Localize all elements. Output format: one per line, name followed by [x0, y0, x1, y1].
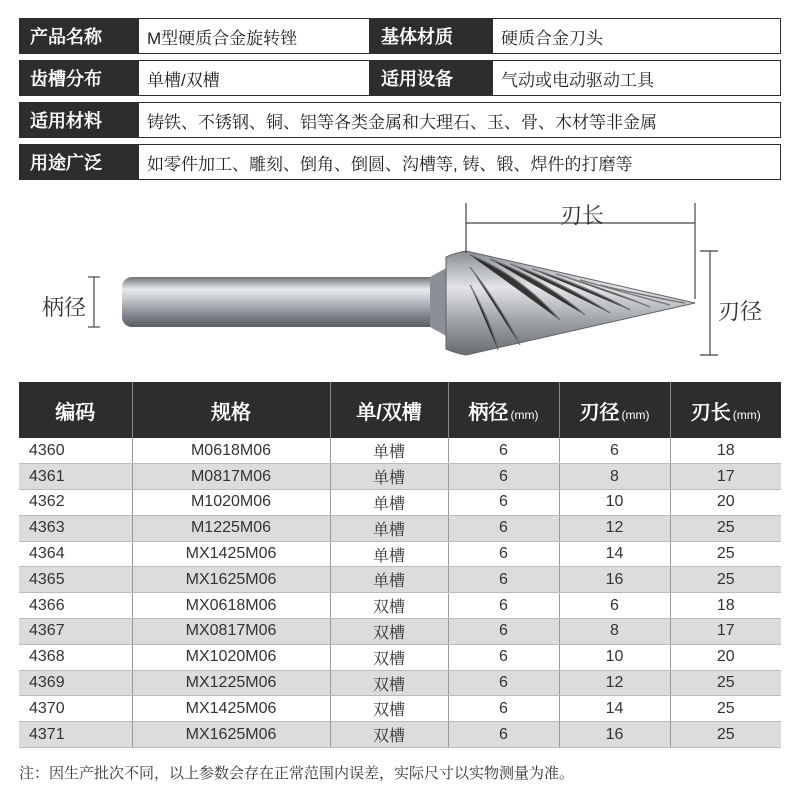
cell-flute: 单槽	[330, 438, 448, 464]
cell-flute: 双槽	[330, 670, 448, 696]
cell-blade-diameter: 16	[559, 567, 670, 593]
cell-spec: M1225M06	[132, 515, 330, 541]
cell-blade-length: 18	[670, 438, 781, 464]
cell-blade-length: 25	[670, 722, 781, 748]
cell-spec: MX1225M06	[132, 670, 330, 696]
cell-code: 4365	[19, 567, 132, 593]
spec-header-row	[19, 382, 781, 438]
table-row	[19, 490, 781, 516]
cell-blade-diameter: 6	[559, 438, 670, 464]
info-row	[19, 60, 781, 96]
blade-length-label: 刃长	[560, 203, 605, 228]
info-label: 适用材料	[19, 102, 138, 138]
header-shank: 柄径 (mm)	[448, 382, 559, 438]
table-row	[19, 541, 781, 567]
cell-blade-diameter: 8	[559, 619, 670, 645]
cell-flute: 单槽	[330, 567, 448, 593]
cell-code: 4366	[19, 593, 132, 619]
cell-shank: 6	[448, 619, 559, 645]
info-value: M型硬质合金旋转锉	[138, 18, 370, 54]
cell-flute: 单槽	[330, 490, 448, 516]
cell-blade-length: 25	[670, 567, 781, 593]
cell-flute: 双槽	[330, 593, 448, 619]
cell-flute: 单槽	[330, 541, 448, 567]
cell-code: 4363	[19, 515, 132, 541]
cell-code: 4369	[19, 670, 132, 696]
product-info-table	[19, 18, 781, 186]
cell-code: 4368	[19, 644, 132, 670]
table-row	[19, 438, 781, 464]
cell-code: 4362	[19, 490, 132, 516]
cell-blade-diameter: 14	[559, 696, 670, 722]
cell-blade-diameter: 6	[559, 593, 670, 619]
cell-shank: 6	[448, 644, 559, 670]
table-row	[19, 722, 781, 748]
cell-code: 4364	[19, 541, 132, 567]
cell-flute: 单槽	[330, 464, 448, 490]
burr-dimension-diagram	[0, 195, 800, 375]
cell-spec: MX1625M06	[132, 722, 330, 748]
cell-code: 4370	[19, 696, 132, 722]
table-row	[19, 619, 781, 645]
table-row	[19, 670, 781, 696]
cell-shank: 6	[448, 593, 559, 619]
info-value: 铸铁、不锈钢、铜、铝等各类金属和大理石、玉、骨、木材等非金属	[138, 102, 781, 138]
table-row	[19, 593, 781, 619]
rotary-burr-illustration	[0, 195, 800, 375]
cell-spec: M1020M06	[132, 490, 330, 516]
blade-diameter-label: 刃径	[718, 299, 763, 324]
cell-code: 4371	[19, 722, 132, 748]
cell-spec: MX0817M06	[132, 619, 330, 645]
cell-blade-length: 20	[670, 644, 781, 670]
cell-blade-diameter: 10	[559, 490, 670, 516]
info-value: 如零件加工、雕刻、倒角、倒圆、沟槽等, 铸、锻、焊件的打磨等	[138, 144, 781, 180]
cell-spec: MX1425M06	[132, 696, 330, 722]
cell-shank: 6	[448, 490, 559, 516]
table-row	[19, 567, 781, 593]
header-blade-diameter: 刃径 (mm)	[559, 382, 670, 438]
cell-spec: M0817M06	[132, 464, 330, 490]
info-label: 产品名称	[19, 18, 138, 54]
cell-code: 4367	[19, 619, 132, 645]
info-value: 硬质合金刀头	[492, 18, 781, 54]
cell-shank: 6	[448, 670, 559, 696]
cell-spec: MX1020M06	[132, 644, 330, 670]
header-flute: 单/双槽	[330, 382, 448, 438]
cell-blade-length: 25	[670, 670, 781, 696]
cell-flute: 双槽	[330, 619, 448, 645]
cell-blade-length: 20	[670, 490, 781, 516]
cell-shank: 6	[448, 438, 559, 464]
cell-blade-length: 18	[670, 593, 781, 619]
info-row	[19, 102, 781, 138]
cell-shank: 6	[448, 541, 559, 567]
cell-shank: 6	[448, 515, 559, 541]
cell-code: 4361	[19, 464, 132, 490]
cell-flute: 单槽	[330, 515, 448, 541]
cell-shank: 6	[448, 567, 559, 593]
cell-blade-diameter: 8	[559, 464, 670, 490]
cell-blade-diameter: 10	[559, 644, 670, 670]
info-value: 单槽/双槽	[138, 60, 370, 96]
cell-blade-diameter: 12	[559, 515, 670, 541]
cell-blade-length: 25	[670, 696, 781, 722]
cell-blade-length: 25	[670, 515, 781, 541]
header-code: 编码	[19, 382, 132, 438]
cell-blade-diameter: 16	[559, 722, 670, 748]
info-label: 齿槽分布	[19, 60, 138, 96]
cell-spec: MX1425M06	[132, 541, 330, 567]
footnote: 注：因生产批次不同，以上参数会存在正常范围内误差，实际尺寸以实物测量为准。	[19, 765, 575, 782]
info-label: 基体材质	[370, 18, 492, 54]
table-row	[19, 644, 781, 670]
info-row	[19, 144, 781, 180]
table-row	[19, 696, 781, 722]
info-value: 气动或电动驱动工具	[492, 60, 781, 96]
cell-shank: 6	[448, 464, 559, 490]
shank-diameter-label: 柄径	[42, 295, 87, 320]
cell-blade-length: 17	[670, 619, 781, 645]
header-blade-length: 刃长 (mm)	[670, 382, 781, 438]
cell-flute: 双槽	[330, 644, 448, 670]
info-label: 用途广泛	[19, 144, 138, 180]
spec-table	[19, 382, 781, 748]
cell-shank: 6	[448, 722, 559, 748]
cell-flute: 双槽	[330, 696, 448, 722]
cell-blade-length: 25	[670, 541, 781, 567]
info-row	[19, 18, 781, 54]
cell-spec: MX0618M06	[132, 593, 330, 619]
cell-blade-diameter: 14	[559, 541, 670, 567]
cell-blade-diameter: 12	[559, 670, 670, 696]
cell-code: 4360	[19, 438, 132, 464]
header-spec: 规格	[132, 382, 330, 438]
table-row	[19, 464, 781, 490]
cell-shank: 6	[448, 696, 559, 722]
cell-spec: M0618M06	[132, 438, 330, 464]
cell-blade-length: 17	[670, 464, 781, 490]
shank	[122, 277, 440, 327]
info-label: 适用设备	[370, 60, 492, 96]
cell-flute: 双槽	[330, 722, 448, 748]
table-row	[19, 515, 781, 541]
cell-spec: MX1625M06	[132, 567, 330, 593]
